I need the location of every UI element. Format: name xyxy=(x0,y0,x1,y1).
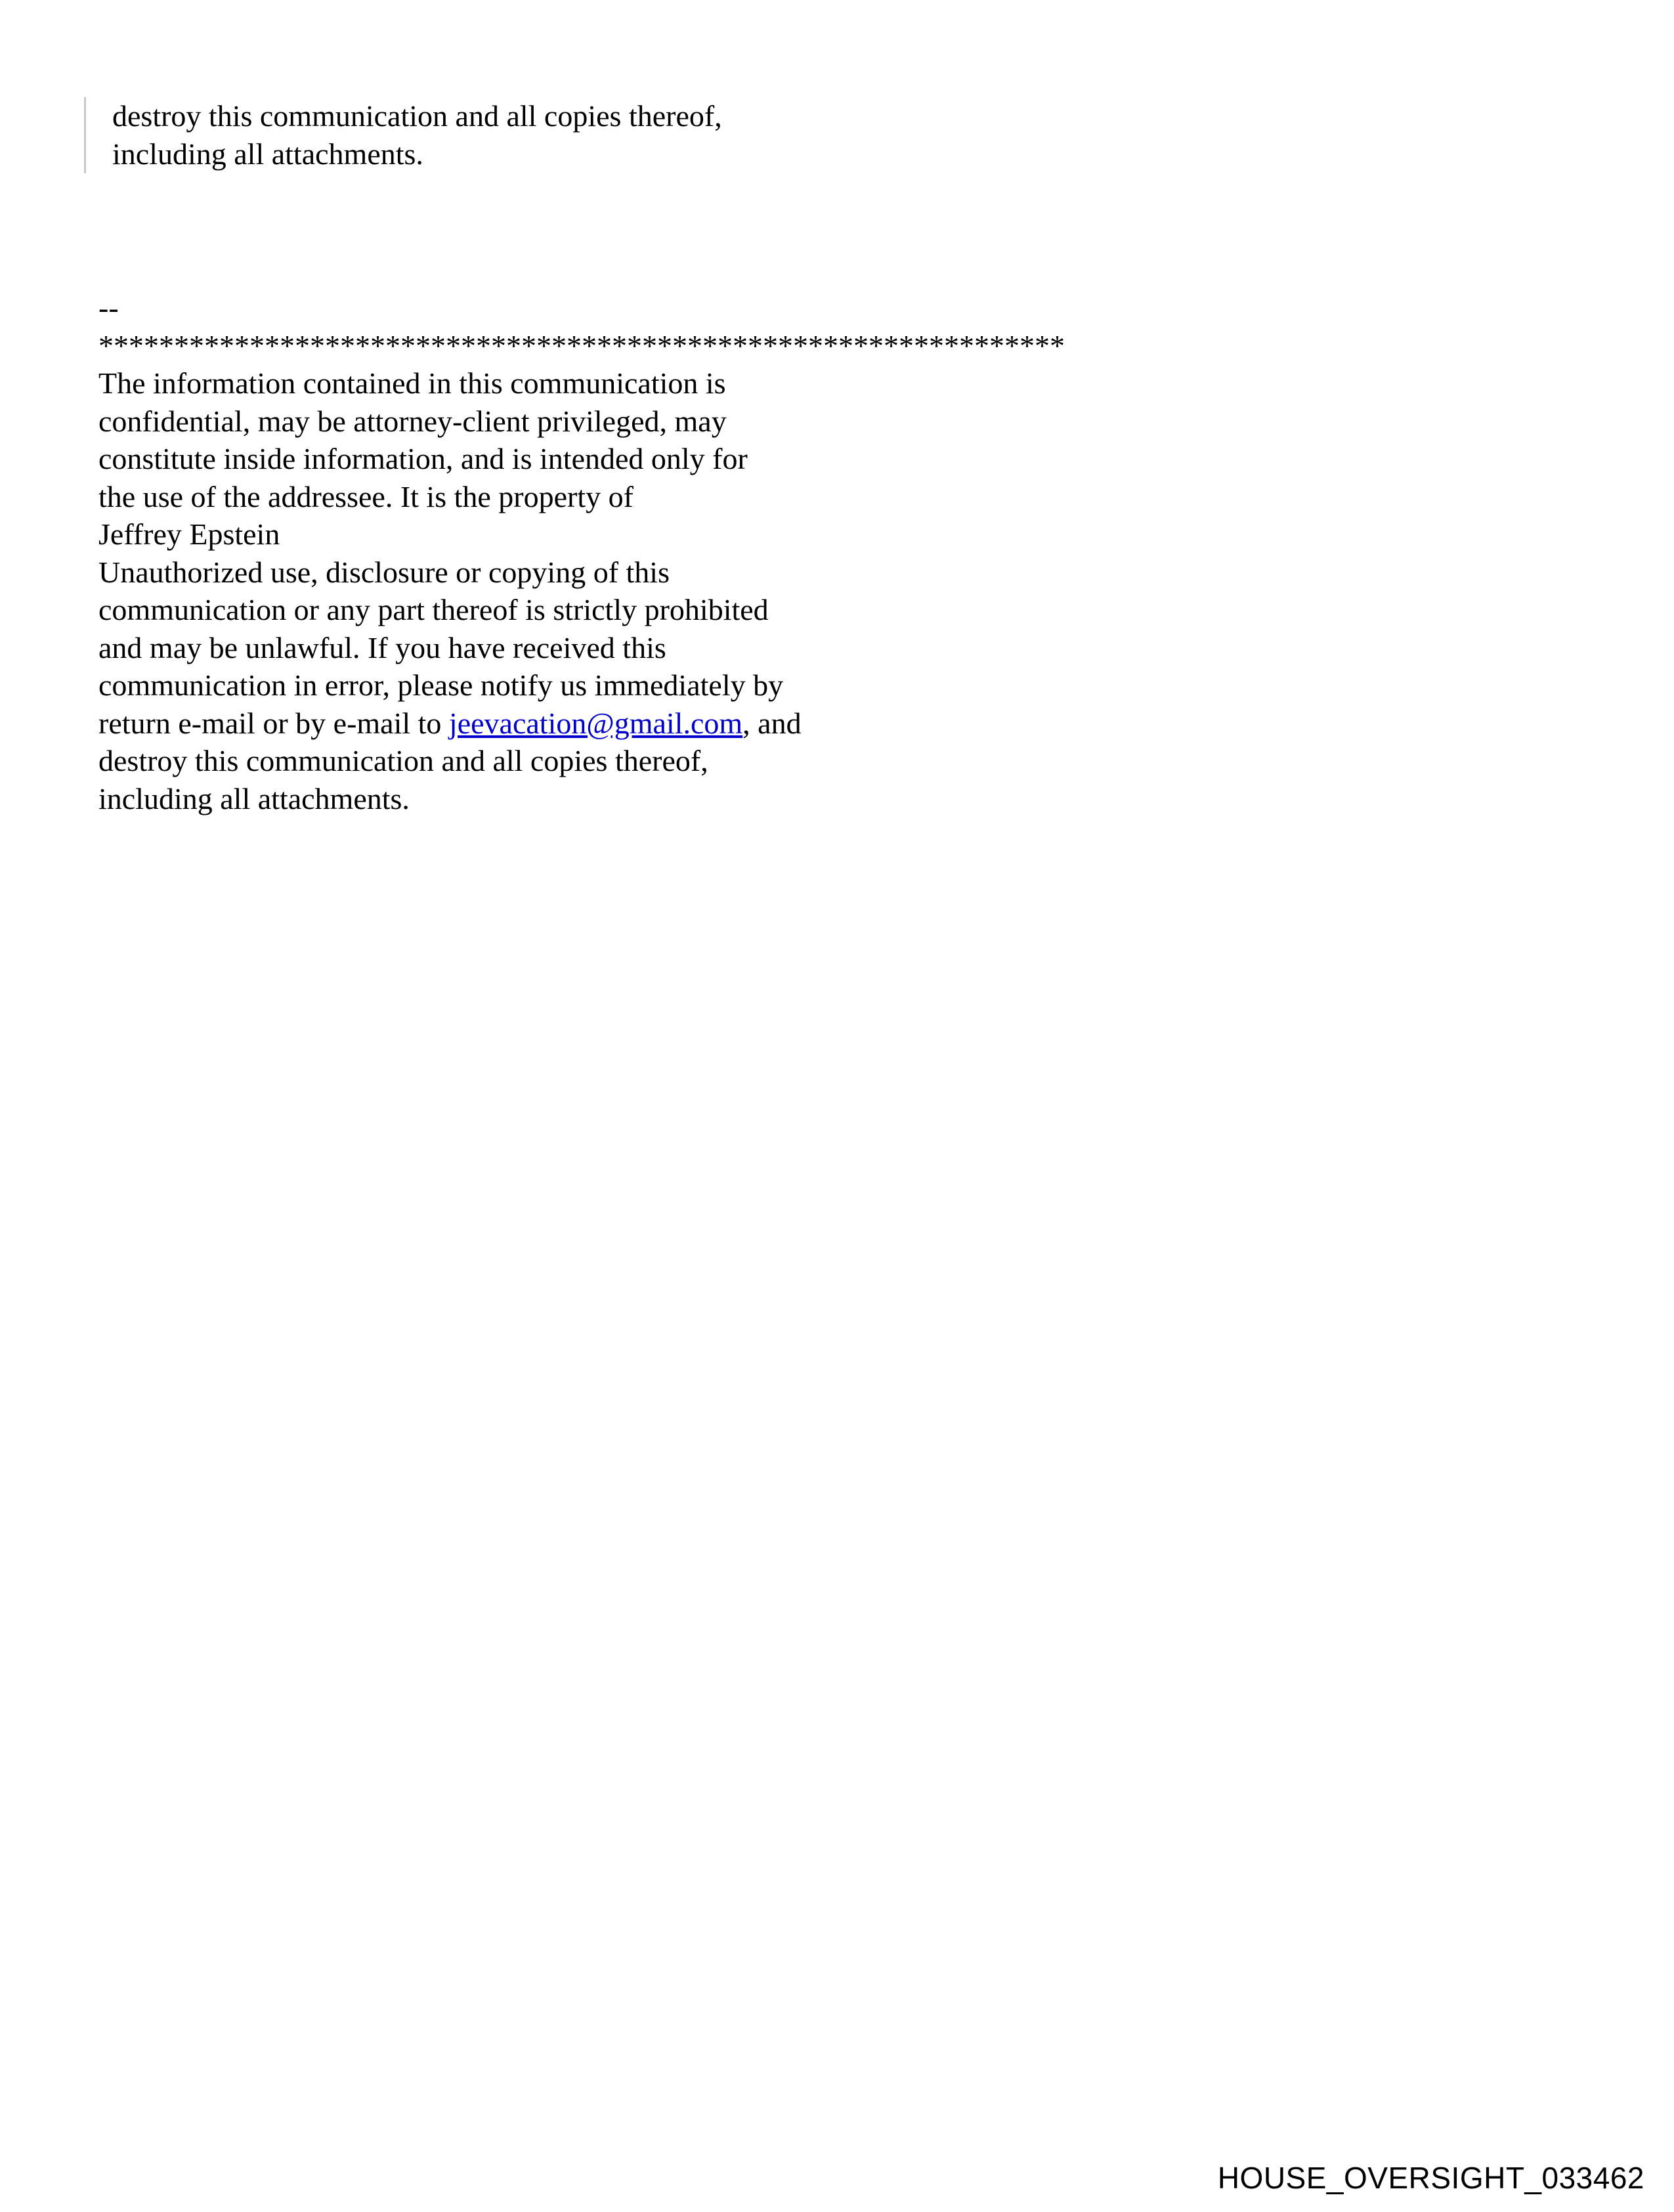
signature-line: confidential, may be attorney-client privileged, may xyxy=(98,404,727,438)
quoted-line: destroy this communication and all copies thereof, xyxy=(112,99,722,133)
email-link[interactable]: jeevacation@gmail.com xyxy=(448,706,743,740)
signature-separator: -- xyxy=(98,291,119,324)
signature-line: constitute inside information, and is intended only for xyxy=(98,442,748,475)
signature-line: including all attachments. xyxy=(98,781,410,815)
signature-line: and may be unlawful. If you have received this xyxy=(98,630,666,664)
signature-line: The information contained in this communication is xyxy=(98,366,726,400)
quoted-line: including all attachments. xyxy=(112,137,423,171)
signature-line: Unauthorized use, disclosure or copying of this xyxy=(98,555,670,589)
return-line-prefix: return e-mail or by e-mail to xyxy=(98,706,449,740)
signature-line: destroy this communication and all copies thereof, xyxy=(98,744,708,777)
confidentiality-signature xyxy=(98,289,1065,817)
signature-line: Jeffrey Epstein xyxy=(98,517,280,551)
signature-return-line xyxy=(98,705,1065,743)
return-line-suffix: , and xyxy=(742,706,802,740)
signature-stars-rule: **************************************************************** xyxy=(98,328,1065,362)
signature-line: communication in error, please notify us immediately by xyxy=(98,668,784,702)
signature-line: communication or any part thereof is strictly prohibited xyxy=(98,593,769,626)
bates-number: HOUSE_OVERSIGHT_033462 xyxy=(1217,2161,1644,2195)
signature-line: the use of the addressee. It is the property of xyxy=(98,479,633,513)
quoted-reply-block xyxy=(84,97,722,173)
